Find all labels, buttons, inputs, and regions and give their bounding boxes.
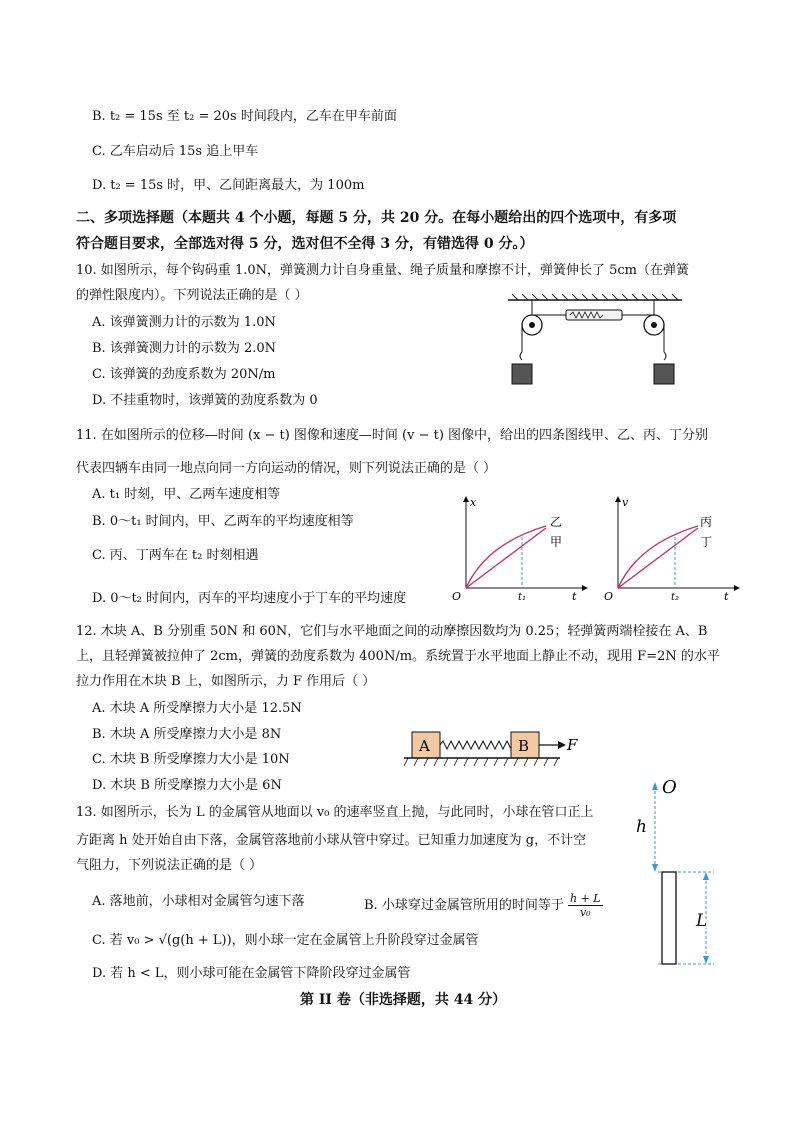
q11-graph2-ylabel: v (622, 496, 629, 509)
q9-option-c: C. 乙车启动后 15s 追上甲车 (92, 144, 259, 159)
q10-option-c: C. 该弹簧的劲度系数为 20N/m (92, 367, 276, 382)
q9-option-b: B. t₂ = 15s 至 t₂ = 20s 时间段内，乙车在甲车前面 (92, 109, 397, 124)
section2-heading-line1: 二、多项选择题（本题共 4 个小题，每题 5 分，共 20 分。在每小题给出的四个选项中，有多项 (76, 210, 677, 226)
q10-stem-line1: 10. 如图所示，每个钩码重 1.0N，弹簧测力计自身重量、绳子质量和摩擦不计，弹簧伸长了 5cm（在弹簧 (76, 263, 690, 278)
q11-graph2-origin: O (604, 590, 614, 603)
q11-xt-graph (446, 492, 592, 604)
q13-stem-line2: 方距离 h 处开始自由下落，金属管落地前小球从管中穿过。已知重力加速度为 g，不计空 (76, 833, 587, 848)
q10-option-d: D. 不挂重物时，该弹簧的劲度系数为 0 (92, 393, 318, 408)
q13-fraction-numerator: h + L (569, 892, 601, 905)
q11-graph1-curve-bottom: 甲 (550, 535, 563, 549)
q13-option-c: C. 若 v₀ > √(g(h + L))，则小球一定在金属管上升阶段穿过金属管 (92, 933, 479, 948)
q11-option-c: C. 丙、丁两车在 t₂ 时刻相遇 (92, 548, 259, 563)
q12-stem-line1: 12. 木块 A、B 分别重 50N 和 60N，它们与水平地面之间的动摩擦因数均为 0.25；轻弹簧两端栓接在 A、B (76, 624, 708, 639)
q10-stem-line2: 的弹性限度内）。下列说法正确的是（ ） (76, 288, 308, 303)
q13-option-b-fraction (568, 892, 603, 919)
q13-label-h: h (636, 817, 647, 837)
q11-curve-jia (466, 528, 546, 588)
q11-graph1-curve-top: 乙 (550, 515, 563, 529)
q12-stem-line3: 拉力作用在木块 B 上，如图所示，力 F 作用后（ ） (76, 674, 376, 689)
q9-option-d: D. t₂ = 15s 时，甲、乙间距离最大，为 100m (92, 178, 365, 193)
q11-option-a: A. t₁ 时刻，甲、乙两车速度相等 (92, 487, 281, 502)
q13-option-a: A. 落地前，小球相对金属管匀速下落 (92, 894, 305, 909)
q13-fraction-denominator: v₀ (579, 906, 591, 919)
q11-graph2-curve-top: 丙 (700, 515, 713, 529)
q11-graph2-tick: t₂ (671, 592, 680, 603)
q11-graph1-ylabel: x (470, 496, 477, 509)
part2-title: 第 II 卷（非选择题，共 44 分） (300, 992, 507, 1008)
q13-stem-line3: 气阻力，下列说法正确的是（ ） (76, 858, 263, 873)
q12-stem-line2: 上，且轻弹簧被拉伸了 2cm，弹簧的劲度系数为 400N/m。系统置于水平地面上静止不动，现用 F=2N 的水平 (76, 649, 720, 664)
q12-option-a: A. 木块 A 所受摩擦力大小是 12.5N (92, 701, 302, 716)
q12-block-b-label: B (518, 737, 530, 755)
q13-option-d: D. 若 h < L，则小球可能在金属管下降阶段穿过金属管 (92, 966, 411, 981)
q12-blocks-figure (404, 728, 594, 772)
q13-option-b (364, 892, 603, 919)
q11-graph1-xlabel: t (572, 590, 577, 603)
q11-stem-line1: 11. 在如图所示的位移—时间 (x − t) 图像和速度—时间 (v − t) 图像中，给出的四条图线甲、乙、丙、丁分别 (76, 428, 709, 443)
q10-spring-scale-figure (500, 294, 690, 390)
q11-vt-graph (598, 492, 744, 604)
q11-graph1-origin: O (452, 590, 462, 603)
q11-stem-line2: 代表四辆车由同一地点向同一方向运动的情况，则下列说法正确的是（ ） (76, 461, 497, 476)
q13-option-b-text: B. 小球穿过金属管所用的时间等于 (364, 898, 564, 913)
q11-graph2-xlabel: t (724, 590, 729, 603)
q11-option-b: B. 0～t₁ 时间内，甲、乙两车的平均速度相等 (92, 514, 354, 529)
q12-option-c: C. 木块 B 所受摩擦力大小是 10N (92, 752, 290, 767)
q11-curve-ding (618, 528, 698, 588)
q11-graph2-curve-bottom: 丁 (700, 535, 713, 549)
q12-force-label: F (567, 736, 578, 754)
q13-stem-line1: 13. 如图所示，长为 L 的金属管从地面以 v₀ 的速率竖直上抛，与此同时，小球在管口正上 (76, 805, 594, 820)
q12-option-d: D. 木块 B 所受摩擦力大小是 6N (92, 778, 282, 793)
q11-option-d: D. 0～t₂ 时间内，丙车的平均速度小于丁车的平均速度 (92, 591, 407, 606)
q10-option-b: B. 该弹簧测力计的示数为 2.0N (92, 341, 276, 356)
q11-graph1-tick: t₁ (518, 592, 527, 603)
q13-label-o: O (662, 777, 677, 798)
q12-block-a-label: A (419, 737, 430, 755)
q13-tube-figure (628, 776, 728, 976)
q10-option-a: A. 该弹簧测力计的示数为 1.0N (92, 315, 276, 330)
section2-heading-line2: 符合题目要求，全部选对得 5 分，选对但不全得 3 分，有错选得 0 分。） (76, 236, 534, 252)
q12-option-b: B. 木块 A 所受摩擦力大小是 8N (92, 727, 282, 742)
q13-label-l: L (696, 911, 708, 931)
q13-metal-tube (662, 872, 676, 964)
q12-spring (440, 741, 522, 749)
